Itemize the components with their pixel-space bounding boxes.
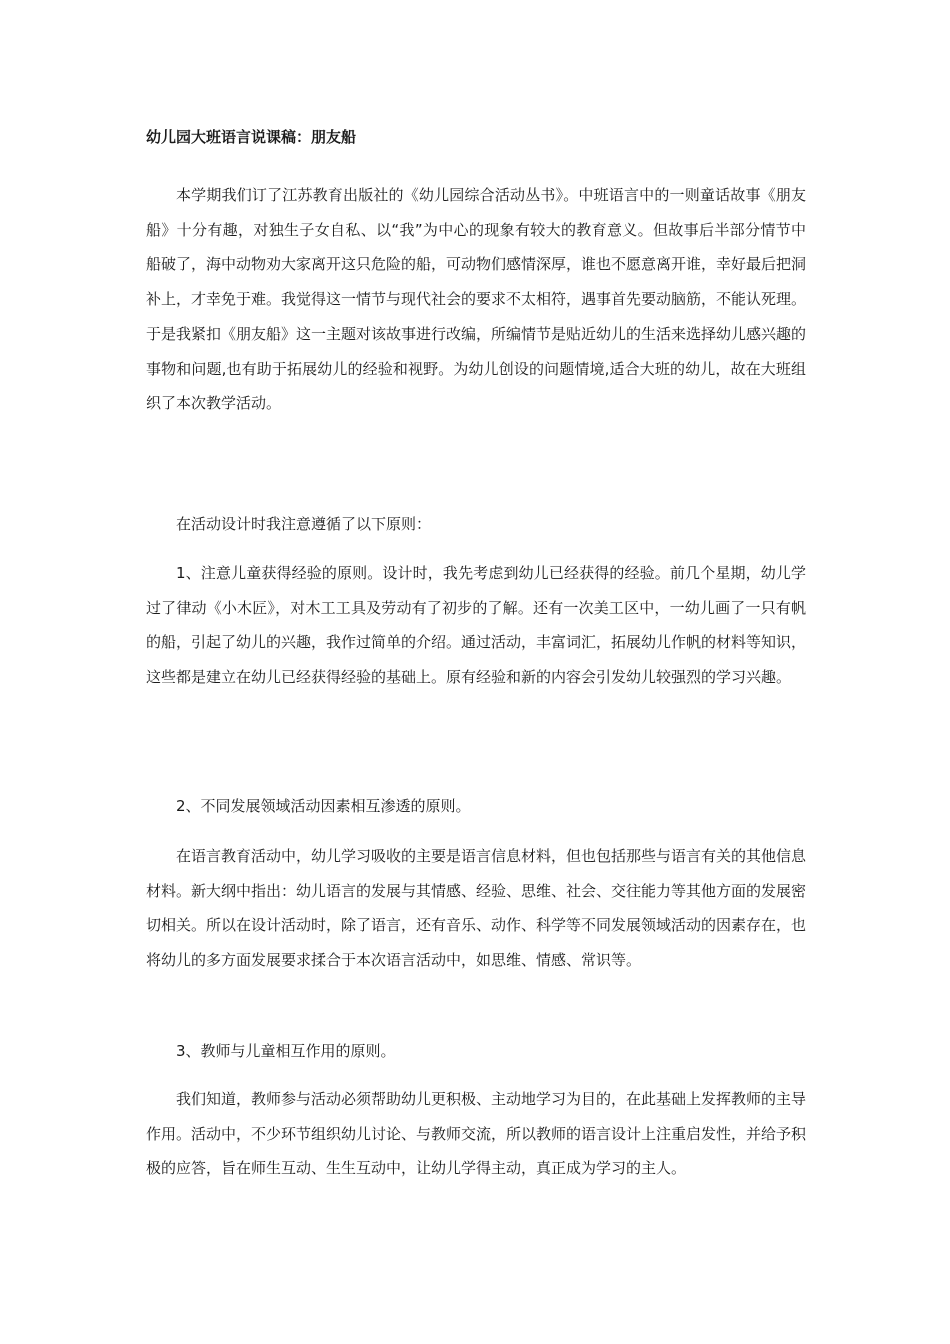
paragraph-principle-3-heading: 3、教师与儿童相互作用的原则。 bbox=[176, 1042, 396, 1060]
paragraph-principle-2-heading: 2、不同发展领域活动因素相互渗透的原则。 bbox=[176, 797, 471, 815]
document-title: 幼儿园大班语言说课稿：朋友船 bbox=[146, 128, 357, 146]
paragraph-principles-intro: 在活动设计时我注意遵循了以下原则： bbox=[176, 515, 432, 533]
paragraph-principle-2-body: 在语言教育活动中，幼儿学习吸收的主要是语言信息材料，但也包括那些与语言有关的其他信息材料。新大纲中指出：幼儿语言的发展与其情感、经验、思维、社会、交往能力等其他方面的发展密切相关。所以在设计活动时，除了语言，还有音乐、动作、科学等不同发展领域活动的因素存在，也将幼儿的多方面发展要求揉合于本次语言活动中，如思维、情感、常识等。 bbox=[146, 847, 807, 970]
paragraph-principle-1: 1、注意儿童获得经验的原则。设计时，我先考虑到幼儿已经获得的经验。前几个星期，幼儿学过了律动《小木匠》，对木工工具及劳动有了初步的了解。还有一次美工区中，一幼儿画了一只有帆的船，引起了幼儿的兴趣，我作过简单的介绍。通过活动，丰富词汇，拓展幼儿作帆的材料等知识，这些都是建立在幼儿已经获得经验的基础上。原有经验和新的内容会引发幼儿较强烈的学习兴趣。 bbox=[146, 564, 807, 687]
paragraph-principle-3-body: 我们知道，教师参与活动必须帮助幼儿更积极、主动地学习为目的，在此基础上发挥教师的主导作用。活动中，不少环节组织幼儿讨论、与教师交流，所以教师的语言设计上注重启发性，并给予积极的应答，旨在师生互动、生生互动中，让幼儿学得主动，真正成为学习的主人。 bbox=[146, 1090, 807, 1178]
paragraph-intro: 本学期我们订了江苏教育出版社的《幼儿园综合活动丛书》。中班语言中的一则童话故事《朋友船》十分有趣，对独生子女自私、以“我”为中心的现象有较大的教育意义。但故事后半部分情节中船破了，海中动物劝大家离开这只危险的船，可动物们感情深厚，谁也不愿意离开谁，幸好最后把洞补上，才幸免于难。我觉得这一情节与现代社会的要求不太相符，遇事首先要动脑筋，不能认死理。于是我紧扣《朋友船》这一主题对该故事进行改编，所编情节是贴近幼儿的生活来选择幼儿感兴趣的事物和问题,也有助于拓展幼儿的经验和视野。为幼儿创设的问题情境,适合大班的幼儿，故在大班组织了本次教学活动。 bbox=[146, 186, 807, 413]
